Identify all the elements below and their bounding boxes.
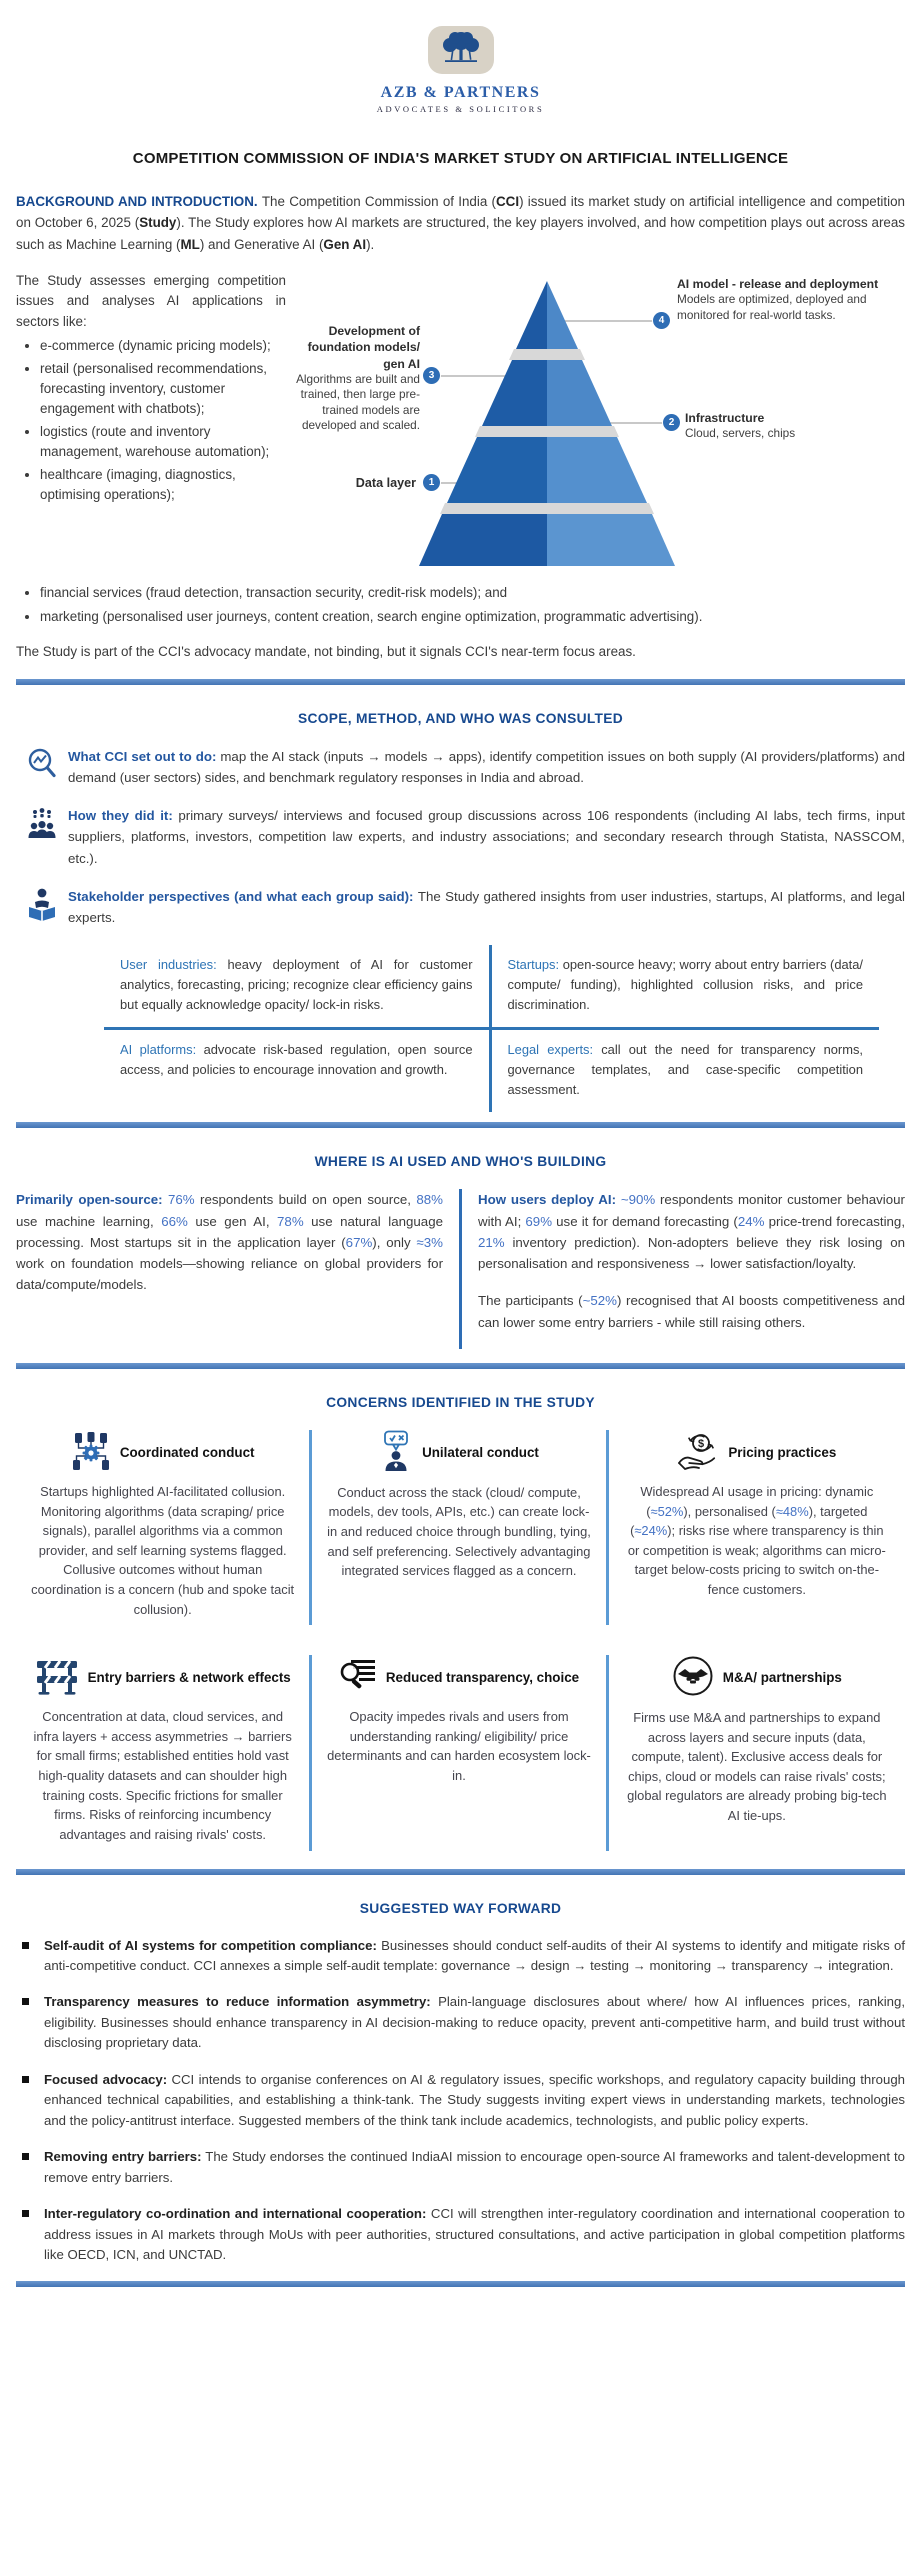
scope-section-heading: SCOPE, METHOD, AND WHO WAS CONSULTED (297, 710, 624, 726)
way-forward-item: Self-audit of AI systems for competition compliance: Businesses should conduct self-audits of their AI systems to identify and mitigate risks of anti-competitive conduct. CCI annexes a simple self-audit template: governance → design → testing → monitoring → transparency → integration. (16, 1936, 905, 1977)
open-source-paragraph: Primarily open-source: 76% respondents build on open source, 88% use machine learning, 66% use gen AI, 78% use natural language processing. Most startups sit in the application layer (67%), only ≈3% work on foundation models—showing reliance on global providers for data/compute/models. (16, 1192, 444, 1293)
concern-title: Reduced transparency, choice (385, 1669, 580, 1685)
concern-title: Pricing practices (728, 1444, 837, 1460)
way-forward-item: Removing entry barriers: The Study endorses the continued IndiaAI mission to encourage open-source AI frameworks and talent-development to remove entry barriers. (16, 2147, 905, 2188)
concern-text: Concentration at data, cloud services, and infra layers + access asymmetries → barriers for small firms; established entities hold vast high-quality datasets and can shoulder high training costs. Specific frictions for smaller firms. Risks of reinforcing incumbency advantages and raising rivals' costs. (33, 1709, 292, 1842)
way-forward-heading: SUGGESTED WAY FORWARD (359, 1900, 562, 1916)
grid-cell-startups: Startups: open-source heavy; worry about entry barriers (data/ compute/ funding), highlighted collusion risks, and price discrimination. (492, 945, 880, 1030)
pyramid-label-infrastructure: Infrastructure Cloud, servers, chips (685, 411, 796, 441)
list-item: • financial services (fraud detection, transaction security, credit-risk models); and (40, 583, 905, 603)
way-forward-item: Inter-regulatory co-ordination and international cooperation: CCI will strengthen inter-regulatory coordination and international cooperation to address issues in AI markets through MoUs with peer authorities, structured consultations, and active participation in global competition platforms like OECD, ICN, and UNCTAD. (16, 2204, 905, 2265)
pyramid-label-data-layer: Data layer (355, 476, 416, 491)
concern-card-reduced-transparency (312, 1655, 608, 1850)
concern-card-entry-barriers (16, 1655, 312, 1850)
usage-columns (16, 1189, 905, 1349)
square-bullet (22, 1998, 29, 2005)
advocacy-note: The Study is part of the CCI's advocacy mandate, not binding, but it signals CCI's near-term focus areas. (16, 643, 636, 659)
scope-item-how (16, 805, 905, 869)
usage-section-heading: WHERE IS AI USED AND WHO'S BUILDING (314, 1154, 607, 1170)
connected-devices-gear-icon (71, 1431, 111, 1476)
hand-dollar-icon (677, 1431, 719, 1476)
handshake-icon (672, 1655, 714, 1702)
concern-title: Unilateral conduct (422, 1444, 539, 1460)
concern-title: M&A/ partnerships (722, 1670, 842, 1686)
stakeholder-grid (104, 945, 879, 1112)
concern-card-ma-partnerships (609, 1655, 905, 1850)
page-title: COMPETITION COMMISSION OF INDIA'S MARKET STUDY ON ARTIFICIAL INTELLIGENCE (132, 150, 789, 167)
magnifier-document-icon (339, 1658, 377, 1699)
concern-card-unilateral-conduct (312, 1430, 608, 1625)
list-item: • healthcare (imaging, diagnostics, optimising operations); (40, 465, 286, 505)
road-barrier-icon (35, 1657, 79, 1700)
pyramid-badge-1: 1 (423, 474, 440, 491)
scope-item-text: Stakeholder perspectives (and what each group said): The Study gathered insights from user industries, startups, AI platforms, and legal experts. (68, 888, 905, 926)
list-item: • retail (personalised recommendations, forecasting inventory, customer engagement with chatbots); (40, 359, 286, 419)
usage-right-column (459, 1189, 905, 1349)
sectors-list (16, 336, 286, 506)
firm-tagline: ADVOCATES & SOLICITORS (376, 104, 545, 114)
bottom-whitespace (16, 2293, 905, 2353)
square-bullet (22, 2210, 29, 2217)
header (16, 0, 905, 114)
sectors-column (16, 271, 286, 579)
sectors-and-pyramid-row (16, 271, 905, 579)
grid-cell-legal-experts: Legal experts: call out the need for transparency norms, governance templates, and case-specific competition assessment. (507, 1042, 863, 1098)
pyramid-label-foundation-models: Development of foundation models/ gen AI Algorithms are built and trained, then large pre-trained models are developed and scaled. (296, 324, 420, 433)
concern-title: Coordinated conduct (119, 1444, 255, 1460)
deploy-ai-paragraph: How users deploy AI: ~90% respondents monitor customer behaviour with AI; 69% use it for demand forecasting (24% price-trend forecasting, 21% inventory prediction). Non-adopters believe they risk losing on personalisation and responsiveness → lower satisfaction/loyalty. (478, 1192, 906, 1272)
ai-stack-pyramid-diagram (292, 271, 905, 579)
square-bullet (22, 2076, 29, 2083)
concerns-grid (16, 1430, 905, 1851)
firm-name: AZB & PARTNERS (380, 84, 541, 101)
square-bullet (22, 2153, 29, 2160)
participants-paragraph: The participants (~52%) recognised that AI boosts competitiveness and can lower some entry barriers - while still raising others. (478, 1293, 905, 1330)
way-forward-item: Focused advocacy: CCI intends to organise conferences on AI & regulatory issues, specific workshops, and regulatory capacity building through enhanced technical capabilities, and establishing a think-tank. The Study suggests inviting expert views in understanding markets, technologies and the policy-antitrust interface. Suggested members of the think tank include academics, technologists, and public policy experts. (16, 2070, 905, 2131)
sectors-intro: The Study assesses emerging competition issues and analyses AI applications in sectors like: (16, 273, 286, 329)
scope-item-text: What CCI set out to do: map the AI stack (inputs → models → apps), identify competition issues on both supply (AI providers/platforms) and demand (user sectors) sides, and benchmark regulatory responses in India and abroad. (68, 748, 905, 785)
pyramid-badge-4: 4 (653, 312, 670, 329)
banyan-tree-icon (428, 26, 494, 74)
usage-left-column (16, 1189, 459, 1349)
scope-item-text: How they did it: primary surveys/ interviews and focused group discussions across 106 respondents (including AI labs, tech firms, input suppliers, platforms, investors, competition law experts, and industry associations; and secondary research through Statista, NASSCOM, etc.). (68, 808, 905, 866)
scope-item-stakeholders (16, 886, 905, 929)
grid-cell-ai-platforms: AI platforms: advocate risk-based regulation, open source access, and policies to encourage innovation and growth. (104, 1030, 492, 1112)
sectors-list-full-width (16, 583, 905, 627)
pyramid-badge-3: 3 (423, 367, 440, 384)
concern-title: Entry barriers & network effects (87, 1669, 291, 1685)
concern-card-pricing-practices (609, 1430, 905, 1625)
section-divider (16, 1363, 905, 1369)
way-forward-item: Transparency measures to reduce information asymmetry: Plain-language disclosures about where/ how AI influences prices, ranking, eligibility. Businesses should enhance transparency in AI decision-making to reduce opacity, prevent anti-competitive harm, and build trust without disclosing proprietary data. (16, 1992, 905, 2053)
section-divider (16, 1122, 905, 1128)
person-feedback-icon (379, 1430, 413, 1477)
concern-text: Startups highlighted AI-facilitated collusion. Monitoring algorithms (data scraping/ price signals), parallel algorithms via a common provider, and self learning systems flagged. Collusive outcomes without human coordination is a concern (hub and spoke tacit collusion). (31, 1483, 295, 1617)
square-bullet (22, 1942, 29, 1949)
pyramid-badge-2: 2 (663, 414, 680, 431)
grid-cell-user-industries: User industries: heavy deployment of AI for customer analytics, forecasting, pricing; recognize clear efficiency gains but equally acknowledge opacity/ lock-in risks. (104, 945, 492, 1030)
stakeholder-reading-icon (16, 886, 68, 929)
concern-text: Opacity impedes rivals and users from understanding ranking/ eligibility/ price determinants and can harden ecosystem lock-in. (327, 1709, 591, 1784)
svg-text:$: $ (698, 1437, 705, 1450)
list-item: • logistics (route and inventory management, warehouse automation); (40, 422, 286, 462)
magnifier-chart-icon (16, 746, 68, 789)
bottom-divider (16, 2281, 905, 2287)
section-divider (16, 679, 905, 685)
scope-item-what (16, 746, 905, 789)
list-item: • e-commerce (dynamic pricing models); (40, 336, 286, 356)
concern-card-coordinated-conduct (16, 1430, 312, 1625)
section-divider (16, 1869, 905, 1875)
list-item: • marketing (personalised user journeys, content creation, search engine optimization, programmatic advertising). (40, 607, 905, 627)
concerns-section-heading: CONCERNS IDENTIFIED IN THE STUDY (326, 1394, 595, 1410)
concern-text: Firms use M&A and partnerships to expand across layers and secure inputs (data, compute, talent). Exclusive access deals for chips, cloud or models can raise rivals' costs; global regulators are already probing big-tech AI tie-ups. (627, 1710, 887, 1824)
background-intro-paragraph: BACKGROUND AND INTRODUCTION. The Competition Commission of India (CCI) issued its market study on artificial intelligence and competition on October 6, 2025 (Study). The Study explores how AI markets are structured, the key players involved, and how competition plays out across areas such as Machine Learning (ML) and Generative AI (Gen AI). (16, 194, 905, 252)
firm-logo (428, 26, 494, 74)
concern-text: Conduct across the stack (cloud/ compute, models, dev tools, APIs, etc.) can create lock-in and reduced choice through bundling, tying, and self preferencing. Selectively advantaging integrated services flagged as a concern. (327, 1484, 591, 1579)
concern-text: Widespread AI usage in pricing: dynamic (≈52%), personalised (≈48%), targeted (≈24%); risks rise where transparency is thin or competition is weak; algorithms can micro-target below-costs pricing to switch on-the-fence customers. (627, 1483, 886, 1598)
pyramid-label-ai-model: AI model - release and deployment Models are optimized, deployed and monitored for real-world tasks. (677, 277, 879, 322)
survey-people-icon (16, 805, 68, 869)
